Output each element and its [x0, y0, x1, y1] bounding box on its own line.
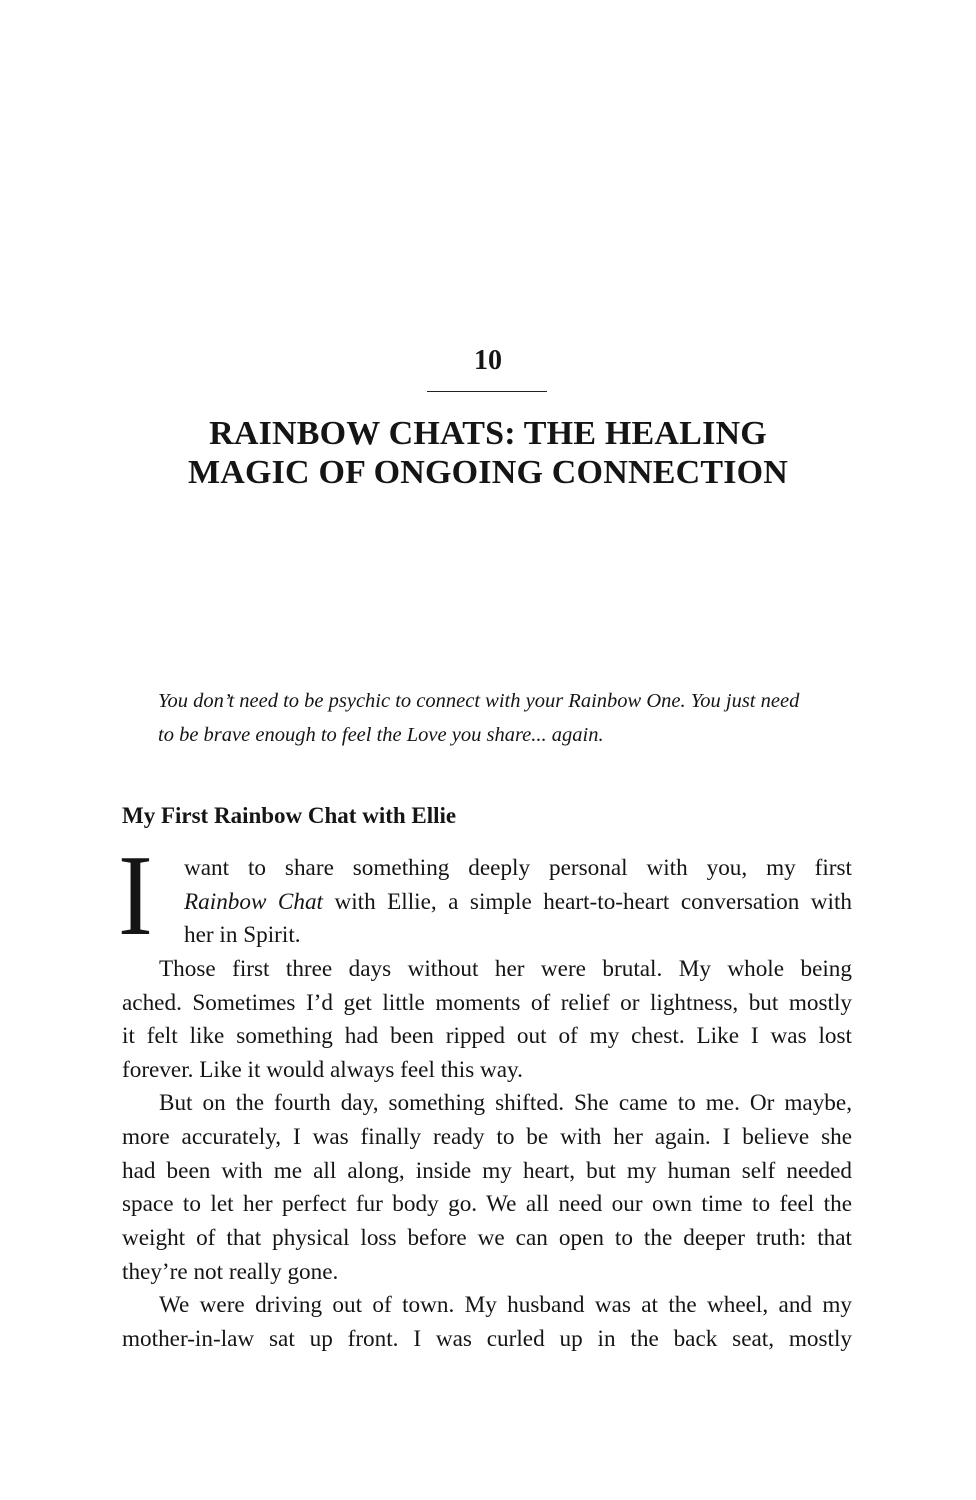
text-line: forever. Like it would always feel this way. [122, 1056, 523, 1083]
text-line: Those first three days without her were brutal. My whole being [159, 955, 852, 982]
text-line: want to share something deeply personal with you, my first [184, 855, 852, 881]
epigraph-line: You don’t need to be psychic to connect with your Rainbow One. You just need [158, 690, 800, 712]
text-run: with Ellie, a simple heart-to-heart conversation with [323, 888, 852, 915]
section-heading: My First Rainbow Chat with Ellie [122, 803, 457, 828]
paragraph [122, 1289, 852, 1356]
body-text [118, 832, 852, 1357]
text-line: more accurately, I was finally ready to be with her again. I believe she [122, 1124, 852, 1151]
chapter-title-line: MAGIC OF ONGOING CONNECTION [187, 454, 789, 491]
chapter-number: 10 [474, 345, 502, 376]
paragraph [122, 1087, 852, 1289]
text-line: mother-in-law sat up front. I was curled up in the back seat, mostly [122, 1325, 852, 1352]
text-line [184, 886, 852, 920]
epigraph [158, 684, 858, 752]
paragraph [118, 832, 852, 960]
text-line: it felt like something had been ripped out of my chest. Like I was lost [122, 1023, 852, 1050]
epigraph-line: to be brave enough to feel the Love you share... again. [158, 724, 604, 746]
text-line: weight of that physical loss before we can open to the deeper truth: that [122, 1225, 852, 1252]
text-line: had been with me all along, inside my heart, but my human self needed [122, 1157, 852, 1184]
chapter-title [0, 414, 976, 492]
text-line: her in Spirit. [184, 922, 301, 949]
paragraph [122, 953, 852, 1088]
chapter-divider [427, 391, 547, 392]
italic-term: Rainbow Chat [184, 888, 323, 915]
text-line: space to let her perfect fur body go. We all need our own time to feel the [122, 1191, 852, 1218]
drop-cap: I [118, 832, 153, 960]
text-line: But on the fourth day, something shifted. She came to me. Or maybe, [159, 1090, 852, 1117]
text-line: ached. Sometimes I’d get little moments of relief or lightness, but mostly [122, 989, 852, 1016]
chapter-title-line: RAINBOW CHATS: THE HEALING [209, 415, 767, 452]
text-line: We were driving out of town. My husband was at the wheel, and my [159, 1292, 852, 1319]
text-line: they’re not really gone. [122, 1258, 339, 1285]
